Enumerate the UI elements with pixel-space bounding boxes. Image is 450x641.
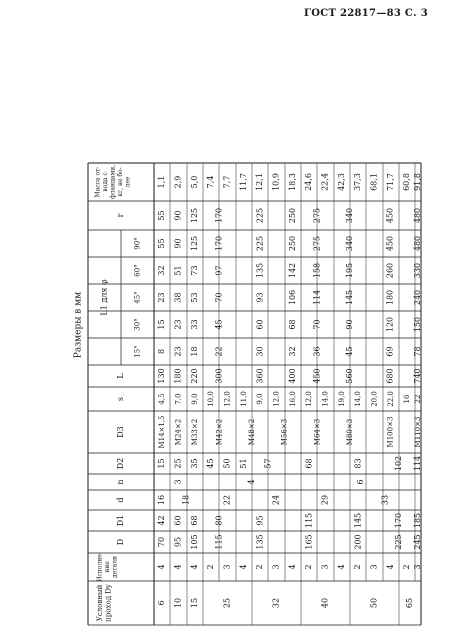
cell-a15: 45 xyxy=(345,346,354,357)
cell-isp: 2 xyxy=(353,564,362,570)
cell-d: 24 xyxy=(271,494,281,506)
cell-s: 9,0 xyxy=(191,393,199,405)
cell-isp: 2 xyxy=(255,564,264,570)
cell-a60: 97 xyxy=(214,265,224,276)
cell-isp: 4 xyxy=(239,564,248,570)
cell-mass: 7,4 xyxy=(206,175,215,189)
cell-s: 12,0 xyxy=(305,391,313,407)
cell-D1: 42 xyxy=(157,515,166,526)
cell-isp: 3 xyxy=(413,564,422,570)
col-header-a90: 90° xyxy=(133,237,142,250)
col-header-mass: вода с xyxy=(102,172,109,192)
cell-isp: 2 xyxy=(206,564,215,570)
cell-a60: 73 xyxy=(190,265,199,276)
cell-D3: M110×3 xyxy=(414,416,422,448)
cell-dy: 50 xyxy=(369,597,379,609)
cell-L: 450 xyxy=(312,368,322,384)
cell-isp: 3 xyxy=(369,564,379,570)
cell-isp: 3 xyxy=(271,564,281,570)
cell-n: 3 xyxy=(173,479,183,485)
cell-a90: 250 xyxy=(288,235,297,252)
cell-n: 4 xyxy=(247,479,256,485)
cell-r: 170 xyxy=(214,207,224,224)
cell-a60: 158 xyxy=(312,262,322,279)
cell-a45: 38 xyxy=(173,292,183,303)
cell-d: 22 xyxy=(222,494,232,506)
cell-s: 4,5 xyxy=(158,393,166,405)
cell-D: 245 xyxy=(413,534,422,550)
cell-r: 125 xyxy=(190,207,199,224)
cell-s: 12,0 xyxy=(272,391,281,407)
cell-D3: M80×3 xyxy=(346,418,354,446)
cell-s: 14,0 xyxy=(354,391,362,407)
cell-D: 200 xyxy=(353,534,363,550)
cell-a60: 142 xyxy=(288,262,297,279)
col-header-dy: проход Dy xyxy=(104,584,113,622)
cell-a15: 30 xyxy=(255,346,265,357)
col-header-d: D xyxy=(116,538,125,546)
cell-a30: 68 xyxy=(288,319,297,330)
cell-isp: 3 xyxy=(320,564,330,570)
cell-L: 400 xyxy=(288,368,297,384)
cell-s: 14,0 xyxy=(321,391,330,407)
cell-a90: 55 xyxy=(157,238,166,249)
cell-s: 16 xyxy=(403,394,411,404)
col-header-l: L xyxy=(116,373,125,379)
cell-L: 220 xyxy=(190,368,199,384)
cell-a30: 120 xyxy=(385,316,395,333)
cell-D2: 45 xyxy=(206,458,215,469)
cell-D: 165 xyxy=(304,534,314,550)
cell-isp: 2 xyxy=(402,564,411,570)
cell-mass: 2,9 xyxy=(173,175,183,189)
cell-mass: 91,8 xyxy=(413,173,422,191)
cell-dy: 40 xyxy=(320,597,330,609)
cell-mass: 68,1 xyxy=(369,173,379,191)
cell-L: 680 xyxy=(385,368,395,384)
cell-mass: 10,9 xyxy=(271,173,281,191)
cell-D1: 115 xyxy=(304,512,314,529)
cell-D2: 51 xyxy=(239,458,248,469)
cell-L: 300 xyxy=(214,368,224,384)
cell-D1: 170 xyxy=(394,512,403,529)
cell-r: 55 xyxy=(157,210,166,221)
cell-mass: 5,0 xyxy=(190,175,199,189)
cell-a90: 340 xyxy=(345,235,354,252)
cell-s: 12,0 xyxy=(223,391,232,407)
cell-a30: 15 xyxy=(157,319,166,330)
cell-isp: 4 xyxy=(190,564,199,570)
cell-dy: 15 xyxy=(190,597,199,609)
cell-a90: 480 xyxy=(413,235,422,252)
cell-s: 19,0 xyxy=(338,391,346,407)
cell-a15: 78 xyxy=(413,346,422,357)
cell-isp: 4 xyxy=(288,564,297,570)
col-header-d3: D3 xyxy=(116,426,125,438)
col-header-d2: D2 xyxy=(116,457,125,470)
cell-isp: 2 xyxy=(304,564,313,570)
cell-a15: 32 xyxy=(288,346,297,357)
cell-r: 480 xyxy=(413,207,422,224)
cell-D2: 35 xyxy=(190,458,199,469)
cell-D1: 95 xyxy=(255,515,265,526)
cell-mass: 71,7 xyxy=(386,173,395,191)
cell-a90: 450 xyxy=(385,235,395,252)
col-header-mass: лее xyxy=(124,176,132,188)
cell-r: 340 xyxy=(345,207,354,224)
cell-a45: 93 xyxy=(255,292,265,303)
cell-a45: 23 xyxy=(157,292,166,303)
cell-D3: M100×3 xyxy=(386,416,395,448)
cell-d: 16 xyxy=(157,494,166,506)
col-header-l1: L1 для φ xyxy=(99,279,109,316)
cell-D2: 83 xyxy=(353,458,363,469)
cell-dy: 6 xyxy=(157,600,166,606)
cell-isp: 3 xyxy=(222,564,232,570)
cell-a30: 150 xyxy=(413,316,422,333)
cell-a60: 135 xyxy=(255,262,265,279)
col-header-isp: ние xyxy=(104,561,111,573)
cell-mass: 24,6 xyxy=(304,173,313,191)
col-header-d1: D1 xyxy=(116,514,125,527)
cell-D1: 145 xyxy=(353,512,363,529)
cell-D: 135 xyxy=(255,534,265,550)
cell-d: 33 xyxy=(380,494,390,506)
cell-a45: 53 xyxy=(190,292,199,303)
col-header-s: s xyxy=(116,396,125,402)
cell-D2: 15 xyxy=(157,458,166,469)
cell-a60: 51 xyxy=(173,265,183,276)
cell-a15: 8 xyxy=(157,348,166,355)
cell-a30: 60 xyxy=(255,319,265,330)
col-header-a15: 15° xyxy=(133,345,142,358)
cell-a45: 106 xyxy=(288,289,297,306)
cell-r: 225 xyxy=(255,207,265,224)
cell-a45: 70 xyxy=(214,292,224,303)
cell-D: 115 xyxy=(214,534,224,550)
cell-D1: 60 xyxy=(173,515,183,526)
cell-d: 18 xyxy=(181,494,191,506)
col-header-a45: 45° xyxy=(133,291,142,304)
cell-L: 130 xyxy=(157,368,166,384)
cell-D2: 102 xyxy=(394,455,403,472)
cell-a45: 114 xyxy=(312,289,322,306)
cell-D1: 185 xyxy=(413,512,422,529)
col-header-mass: Масса от- xyxy=(94,166,102,198)
cell-dy: 65 xyxy=(405,597,414,609)
cell-a90: 275 xyxy=(312,235,322,252)
cell-dy: 25 xyxy=(222,597,232,609)
cell-D3: M48×2 xyxy=(248,418,256,446)
cell-mass: 1,1 xyxy=(157,175,166,189)
cell-mass: 22,4 xyxy=(320,173,330,191)
col-header-mass: фланцами, xyxy=(109,164,117,200)
cell-D2: 114 xyxy=(413,455,422,472)
cell-a15: 69 xyxy=(385,346,395,357)
cell-a60: 32 xyxy=(157,265,166,276)
page-header: ГОСТ 22817—83 С. 3 xyxy=(304,8,428,19)
cell-r: 275 xyxy=(312,207,322,224)
cell-D3: M56×3 xyxy=(280,418,289,446)
col-header-isp: Исполне- xyxy=(96,552,104,582)
cell-mass: 60,8 xyxy=(402,173,411,191)
cell-dy: 10 xyxy=(173,597,183,609)
col-header-a60: 60° xyxy=(133,264,142,277)
cell-mass: 12,1 xyxy=(255,173,264,191)
cell-D1: 68 xyxy=(190,515,199,526)
cell-L: 360 xyxy=(255,368,265,384)
cell-s: 11,0 xyxy=(240,391,248,407)
cell-D2: 50 xyxy=(222,458,232,469)
col-header-mass: кг, не бо- xyxy=(117,167,124,197)
cell-D2: 25 xyxy=(173,458,183,469)
cell-a45: 240 xyxy=(413,289,422,306)
col-header-d: d xyxy=(116,497,125,503)
cell-a30: 90 xyxy=(345,319,354,330)
cell-d: 29 xyxy=(320,494,330,506)
cell-mass: 37,3 xyxy=(353,173,362,191)
cell-a45: 145 xyxy=(345,289,354,306)
cell-s: 22,0 xyxy=(387,391,395,407)
cell-D: 105 xyxy=(190,534,199,550)
cell-a60: 195 xyxy=(345,262,354,279)
cell-mass: 42,3 xyxy=(337,173,346,191)
cell-a90: 225 xyxy=(255,235,265,252)
cell-D: 95 xyxy=(173,536,183,548)
cell-isp: 4 xyxy=(386,564,395,570)
cell-s: 22 xyxy=(414,394,422,404)
cell-n: 6 xyxy=(356,479,365,485)
cell-r: 90 xyxy=(173,210,183,221)
cell-isp: 4 xyxy=(173,564,183,570)
col-header-r: r xyxy=(116,213,125,218)
col-header-n: n xyxy=(116,479,125,485)
cell-dy: 32 xyxy=(271,597,281,609)
cell-s: 16,0 xyxy=(289,391,297,407)
col-header-dy: Условный xyxy=(96,584,104,622)
cell-a90: 170 xyxy=(214,235,224,252)
cell-a15: 22 xyxy=(214,346,224,357)
cell-a60: 260 xyxy=(385,262,395,279)
cell-a90: 125 xyxy=(190,235,199,252)
cell-r: 250 xyxy=(288,207,297,224)
cell-isp: 4 xyxy=(337,564,346,570)
cell-a60: 330 xyxy=(413,262,422,279)
cell-r: 450 xyxy=(385,207,395,224)
cell-L: 180 xyxy=(173,368,183,384)
table-caption: Размеры в мм xyxy=(73,291,84,359)
cell-a15: 23 xyxy=(173,346,183,357)
cell-a15: 18 xyxy=(190,346,199,357)
cell-D: 225 xyxy=(394,534,403,550)
cell-D: 70 xyxy=(157,536,166,548)
cell-s: 9,0 xyxy=(256,393,264,405)
cell-a30: 23 xyxy=(173,319,183,330)
col-header-isp: детали xyxy=(111,556,119,578)
cell-L: 740 xyxy=(413,368,422,384)
cell-a30: 45 xyxy=(214,319,224,330)
cell-mass: 11,7 xyxy=(239,173,248,191)
cell-mass: 18,3 xyxy=(288,173,297,191)
cell-L: 560 xyxy=(345,368,354,384)
cell-a15: 36 xyxy=(312,346,322,357)
cell-D2: 68 xyxy=(304,458,314,469)
cell-a30: 33 xyxy=(190,319,199,330)
cell-a90: 90 xyxy=(173,238,183,249)
cell-s: 10,0 xyxy=(207,391,215,407)
cell-D3: M14×1,5 xyxy=(158,415,166,449)
cell-D2: 57 xyxy=(263,458,273,469)
cell-s: 20,0 xyxy=(370,391,379,407)
cell-D3: M64×3 xyxy=(313,418,322,446)
cell-mass: 7,7 xyxy=(222,175,232,189)
cell-D3: M24×2 xyxy=(174,418,183,446)
cell-isp: 4 xyxy=(157,564,166,570)
cell-a45: 180 xyxy=(385,289,395,306)
cell-D3: M33×2 xyxy=(191,418,199,446)
cell-D1: 80 xyxy=(214,515,224,526)
col-header-a30: 30° xyxy=(133,318,142,331)
cell-D3: M42×2 xyxy=(215,418,224,446)
cell-a30: 70 xyxy=(312,319,322,330)
cell-s: 7,0 xyxy=(174,393,183,405)
